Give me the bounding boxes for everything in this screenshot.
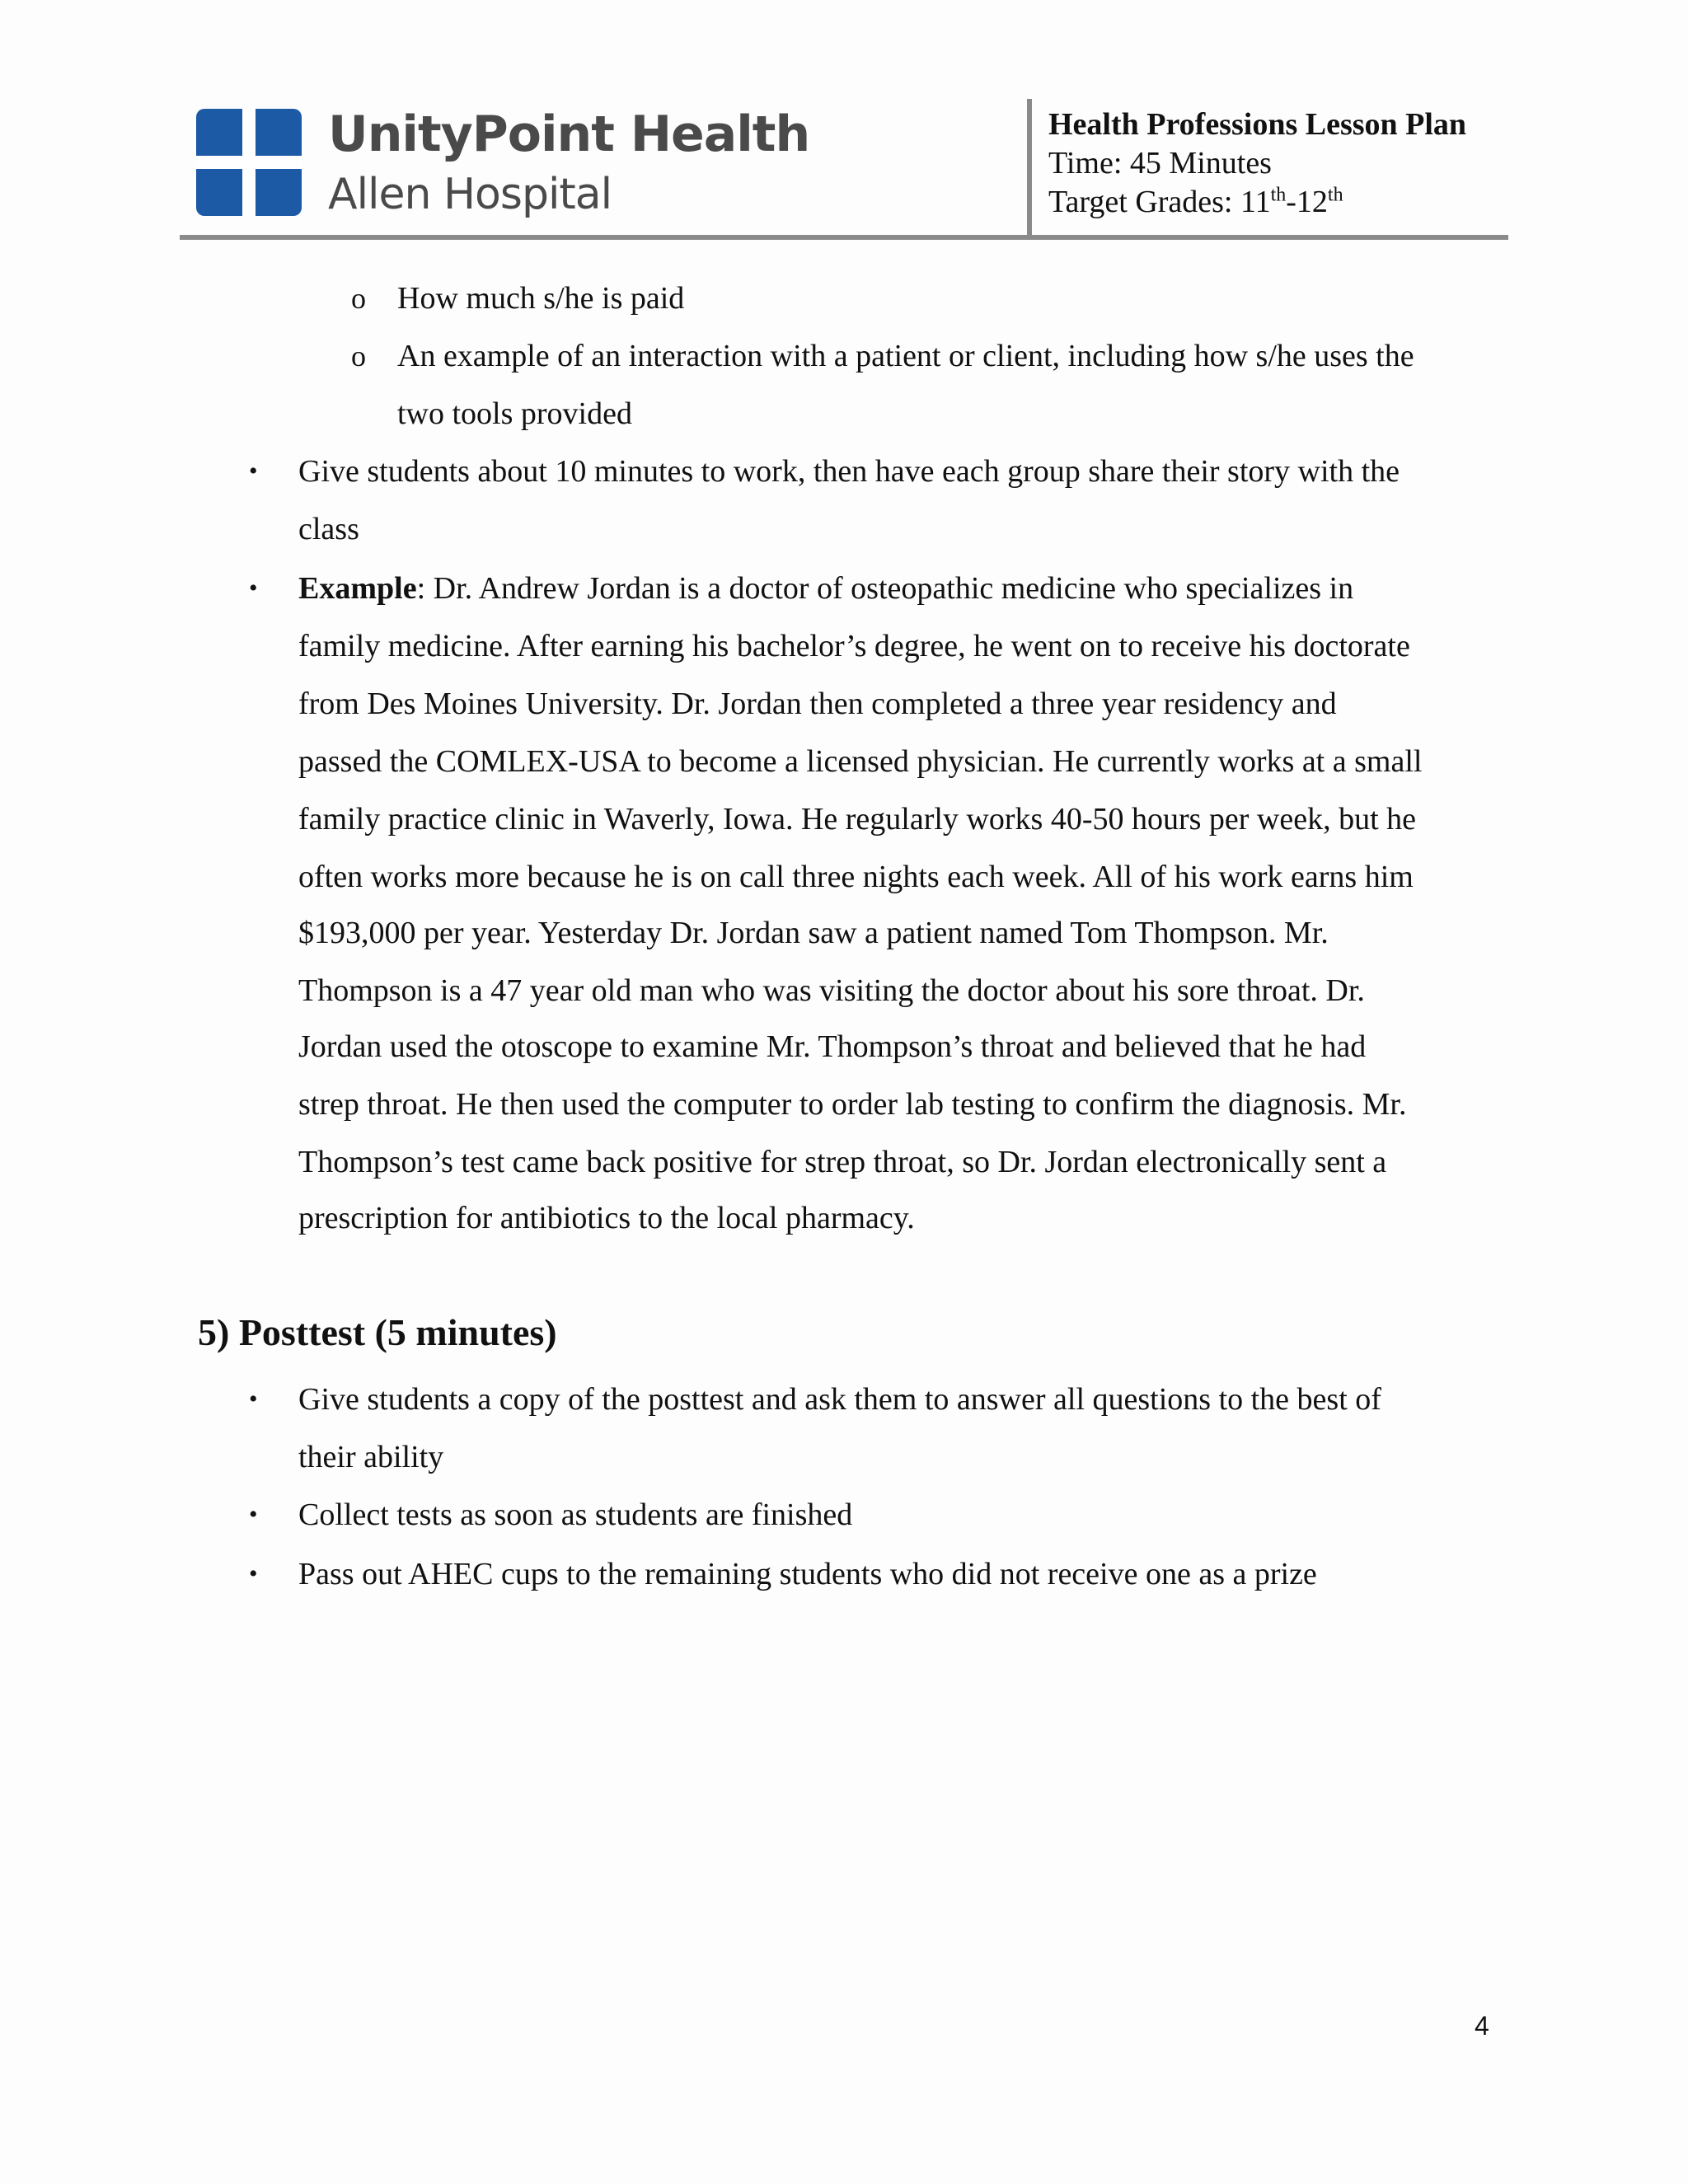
target-grades-label: Target Grades: 11 [1048, 185, 1271, 219]
cross-logo-icon [196, 109, 302, 216]
grade-separator: -12 [1286, 185, 1328, 219]
list-item-text: Give students a copy of the posttest and ask them to answer all questions to the best of [298, 1382, 1381, 1417]
section-heading-posttest: 5) Posttest (5 minutes) [198, 1311, 557, 1353]
bullet-marker: • [249, 574, 258, 602]
example-text: Thompson’s test came back positive for strep throat, so Dr. Jordan electronically sent a [298, 1145, 1387, 1179]
bullet-marker: • [249, 1560, 258, 1587]
example-first-line [298, 570, 1353, 607]
example-text: from Des Moines University. Dr. Jordan then completed a three year residency and [298, 687, 1337, 721]
bullet-marker: • [249, 457, 258, 485]
unitypoint-health-logo [196, 105, 810, 225]
example-text: : Dr. Andrew Jordan is a doctor of osteopathic medicine who specializes in [416, 571, 1354, 606]
list-item-text: class [298, 512, 359, 546]
grade-superscript-2: th [1327, 184, 1343, 206]
list-item-text: Collect tests as soon as students are finished [298, 1497, 853, 1532]
lesson-plan-info [1048, 105, 1466, 222]
lesson-plan-title: Health Professions Lesson Plan [1048, 107, 1467, 142]
example-text: passed the COMLEX-USA to become a licensed physician. He currently works at a small [298, 744, 1423, 779]
example-text: family medicine. After earning his bachelor’s degree, he went on to receive his doctorate [298, 629, 1410, 663]
example-label: Example [298, 571, 417, 606]
example-text: prescription for antibiotics to the local pharmacy. [298, 1201, 915, 1235]
sub-bullet-marker: o [351, 340, 366, 373]
header-divider-vertical [1027, 99, 1032, 237]
bullet-marker: • [249, 1501, 258, 1528]
logo-text-allen-hospital: Allen Hospital [328, 170, 612, 219]
example-text: $193,000 per year. Yesterday Dr. Jordan saw a patient named Tom Thompson. Mr. [298, 916, 1329, 950]
list-item-text: Give students about 10 minutes to work, then have each group share their story with the [298, 454, 1400, 489]
example-text: strep throat. He then used the computer to order lab testing to confirm the diagnosis. Mr. [298, 1087, 1407, 1122]
example-text: often works more because he is on call three nights each week. All of his work earns him [298, 860, 1414, 894]
list-item-text: Pass out AHEC cups to the remaining students who did not receive one as a prize [298, 1557, 1317, 1591]
sub-bullet-marker: o [351, 282, 366, 315]
list-item-text: their ability [298, 1440, 444, 1474]
page-number: 4 [1475, 2011, 1489, 2041]
sub-item-text: An example of an interaction with a patient or client, including how s/he uses the [397, 339, 1414, 373]
sub-item-text: two tools provided [397, 396, 632, 431]
target-grades [1048, 183, 1466, 222]
grade-superscript-1: th [1270, 184, 1287, 206]
logo-text-unitypoint: UnityPoint Health [328, 105, 810, 163]
lesson-time: Time: 45 Minutes [1048, 146, 1272, 180]
example-text: Thompson is a 47 year old man who was visiting the doctor about his sore throat. Dr. [298, 973, 1365, 1008]
header-divider-horizontal [180, 235, 1508, 240]
example-text: Jordan used the otoscope to examine Mr. Thompson’s throat and believed that he had [298, 1029, 1367, 1064]
example-text: family practice clinic in Waverly, Iowa. He regularly works 40-50 hours per week, but he [298, 802, 1417, 837]
bullet-marker: • [249, 1385, 258, 1413]
sub-item-text: How much s/he is paid [397, 281, 685, 316]
